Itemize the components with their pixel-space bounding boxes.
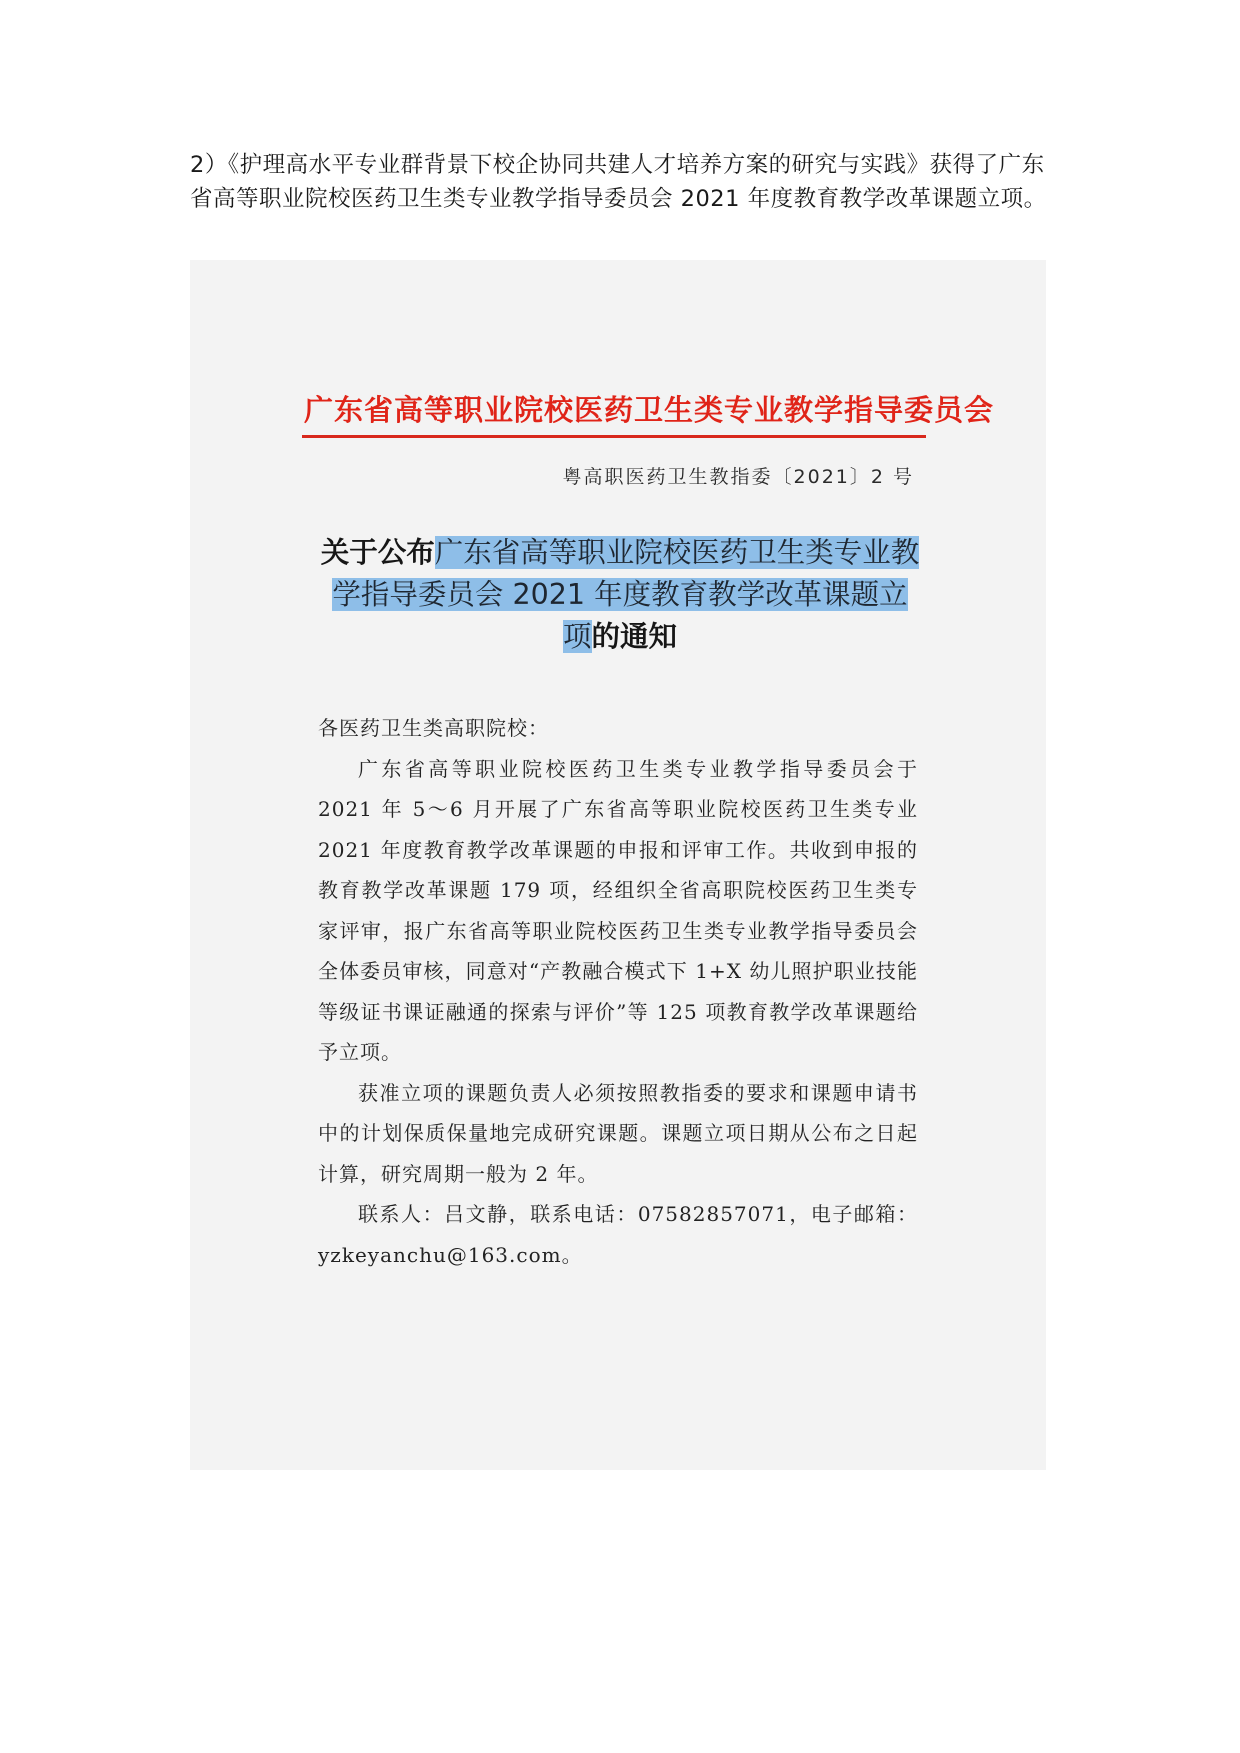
document-number: 粤高职医药卫生教指委〔2021〕2 号: [562, 466, 914, 488]
notice-title: [320, 532, 920, 658]
title-highlighted-text: 广东省高等职业院校医药卫生类专业教学指导委员会 2021 年度教育教学改革课题立项: [332, 536, 920, 653]
embedded-document-image: [190, 260, 1046, 1470]
org-title: 广东省高等职业院校医药卫生类专业教学指导委员会: [304, 393, 995, 427]
salutation: 各医药卫生类高职院校：: [318, 716, 549, 740]
body-paragraph-2: 获准立项的课题负责人必须按照教指委的要求和课题申请书中的计划保质保量地完成研究课题。课题立项日期从公布之日起计算，研究周期一般为 2 年。: [318, 1080, 918, 1186]
red-divider: [302, 435, 926, 438]
body-paragraph-1: 广东省高等职业院校医药卫生类专业教学指导委员会于 2021 年 5～6 月开展了广东省高等职业院校医药卫生类专业 2021 年度教育教学改革课题的申报和评审工作。共收到申报的教育教学改革课题 179 项，经组织全省高职院校医药卫生类专家评审，报广东省高等职业院校医药卫生类专业教学指导委员会全体委员审核，同意对“产教融合模式下 1+X 幼儿照护职业技能等级证书课证融通的探索与评价”等 125 项教育教学改革课题给予立项。: [318, 756, 918, 1064]
notice-body: [318, 708, 918, 1275]
title-prefix: 关于公布: [320, 536, 435, 569]
contact-paragraph: 联系人：吕文静，联系电话：07582857071，电子邮箱：yzkeyanchu@163.com。: [318, 1202, 918, 1267]
title-suffix: 的通知: [591, 620, 678, 653]
intro-paragraph: 2）《护理高水平专业群背景下校企协同共建人才培养方案的研究与实践》获得了广东省高等职业院校医药卫生类专业教学指导委员会 2021 年度教育教学改革课题立项。: [190, 152, 1047, 212]
